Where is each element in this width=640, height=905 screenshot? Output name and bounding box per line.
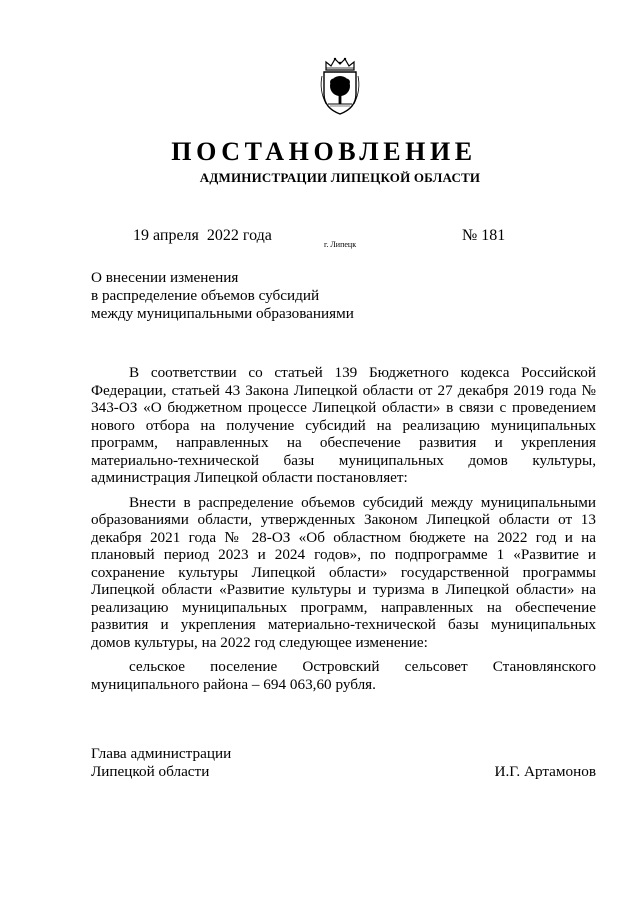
body-paragraph: В соответствии со статьей 139 Бюджетного кодекса Российской Федерации, статьей 43 Закона Липецкой области от 27 декабря 2019 года № 343-ОЗ «О бюджетном процессе Липецкой области» в связи с проведением нового отбора на получение субсидий на реализацию муниципальных программ, направленных на обеспечение развития и укрепления материально-технической базы муниципальных домов культуры, администрация Липецкой области постановляет: [91, 364, 596, 486]
signer-name: И.Г. Артамонов [494, 763, 596, 780]
document-number: № 181 [462, 227, 506, 244]
document-city: г. Липецк [324, 240, 357, 249]
document-subject [91, 269, 354, 323]
subject-line: О внесении изменения [91, 269, 239, 286]
subject-line: в распределение объемов субсидий [91, 287, 320, 304]
coat-of-arms-icon [318, 56, 362, 116]
document-body [91, 364, 596, 693]
body-paragraph-amount [91, 658, 596, 693]
body-paragraph: Внести в распределение объемов субсидий между муниципальными образованиями области, утвержденных Законом Липецкой области от 13 декабря 2021 года № 28-ОЗ «Об областном бюджете на 2022 год и на плановый период 2023 и 2024 годов», по подпрограмме 1 «Развитие и сохранение культуры Липецкой области» государственной программы Липецкой области «Развитие культуры и туризма в Липецкой области» на реализацию муниципальных программ, направленных на обеспечение развития и укрепления материально-технической базы муниципальных домов культуры, на 2022 год следующее изменение: [91, 493, 596, 651]
amount-line: муниципального района – 694 063,60 рубля. [91, 675, 376, 693]
document-title: ПОСТАНОВЛЕНИЕ [171, 137, 477, 166]
subject-line: между муниципальными образованиями [91, 305, 354, 322]
signer-position [91, 745, 231, 781]
signer-position-line: Липецкой области [91, 763, 210, 780]
amount-line: сельское поселение Островский сельсовет Становлянского [129, 658, 596, 675]
signer-position-line: Глава администрации [91, 745, 232, 762]
document-date: 19 апреля 2022 года [133, 227, 272, 244]
document-subtitle: АДМИНИСТРАЦИИ ЛИПЕЦКОЙ ОБЛАСТИ [199, 170, 481, 185]
